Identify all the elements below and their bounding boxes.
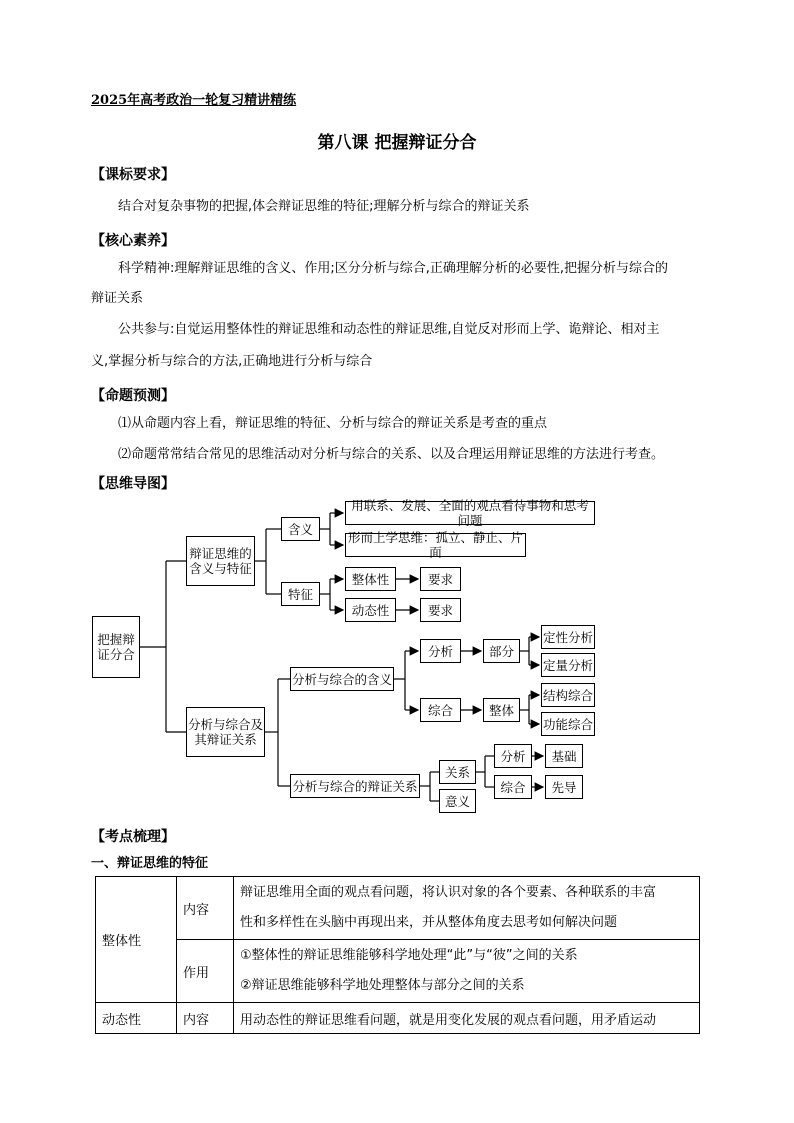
node-jiegou: 结构综合 [541, 683, 595, 707]
table-row [96, 1003, 700, 1034]
effect-line-2: ②辩证思维能够科学地处理整体与部分之间的关系 [240, 978, 525, 993]
standard-heading: 【课标要求】 [91, 167, 175, 183]
kaodian-sub-1: 一、辩证思维的特征 [91, 856, 209, 871]
row-label-zhengti: 整体性 [96, 877, 177, 1003]
cell-content-label: 内容 [177, 877, 234, 940]
node-zhengti-2: 整体 [483, 698, 520, 722]
node-meaning: 分析与综合的含义 [290, 667, 394, 691]
node-hanyi: 含义 [281, 517, 320, 541]
table-row [96, 877, 700, 940]
branch-analysis-synthesis [186, 707, 265, 757]
branch2-line-1: 分析与综合及 [187, 717, 263, 732]
mindmap-heading: 【思维导图】 [91, 476, 175, 492]
branch-dialectical-thinking [186, 536, 255, 586]
literacy-p2-line2: 义,掌握分析与综合的方法,正确地进行分析与综合 [91, 354, 373, 369]
node-zonghe: 综合 [420, 698, 461, 722]
kaodian-heading: 【考点梳理】 [91, 829, 175, 845]
literacy-p2-line1: 公共参与:自觉运用整体性的辩证思维和动态性的辩证思维,自觉反对形而上学、诡辩论、相对主 [118, 322, 660, 337]
node-yaoqiu-1: 要求 [420, 567, 461, 591]
mindmap-root [92, 616, 140, 678]
root-line-2: 证分合 [97, 647, 135, 662]
cell-effect-label: 作用 [177, 940, 234, 1003]
branch1-line-2: 含义与特征 [189, 561, 252, 576]
node-zonghe-2: 综合 [494, 775, 532, 799]
zhengti-content-line-1: 辩证思维用全面的观点看问题，将认识对象的各个要素、各种联系的丰富 [240, 885, 657, 900]
node-hanyi-a: 用联系、发展、全面的观点看待事物和思考问题 [345, 501, 595, 525]
prediction-item-1: ⑴从命题内容上看，辩证思维的特征、分析与综合的辩证关系是考查的重点 [118, 416, 548, 431]
node-dongtai: 动态性 [345, 598, 396, 622]
cell-dongtai-content-label: 内容 [177, 1003, 234, 1034]
lesson-title: 第八课 把握辩证分合 [317, 133, 477, 153]
branch2-line-2: 其辩证关系 [194, 732, 257, 747]
node-bufen: 部分 [483, 639, 520, 663]
cell-dongtai-content: 用动态性的辩证思维看问题，就是用变化发展的观点看问题，用矛盾运动 [234, 1003, 700, 1034]
table-row [96, 940, 700, 1003]
standard-text: 结合对复杂事物的把握,体会辩证思维的特征;理解分析与综合的辩证关系 [118, 199, 530, 214]
cell-zhengti-effect [234, 940, 700, 1003]
prediction-heading: 【命题预测】 [91, 388, 175, 404]
prediction-item-2: ⑵命题常常结合常见的思维活动对分析与综合的关系、以及合理运用辩证思维的方法进行考查。 [118, 447, 665, 462]
root-line-1: 把握辩 [97, 632, 135, 647]
row-label-dongtai: 动态性 [96, 1003, 177, 1034]
literacy-p1-line1: 科学精神:理解辩证思维的含义、作用;区分分析与综合,正确理解分析的必要性,把握分析与综合的 [118, 261, 669, 276]
node-dingliang: 定量分析 [541, 653, 595, 677]
series-title: 2025年高考政治一轮复习精讲精练 [91, 93, 297, 108]
node-jichu: 基础 [545, 744, 583, 768]
zhengti-content-line-2: 性和多样性在头脑中再现出来，并从整体角度去思考如何解决问题 [240, 915, 618, 930]
node-yiyi: 意义 [439, 789, 476, 813]
node-zhengti: 整体性 [345, 567, 396, 591]
literacy-heading: 【核心素养】 [91, 233, 175, 249]
node-yaoqiu-2: 要求 [420, 598, 461, 622]
feature-table [95, 876, 700, 1034]
node-hanyi-b: 形而上学思维：孤立、静止、片面 [345, 533, 526, 557]
literacy-p1-line2: 辩证关系 [91, 291, 144, 306]
node-dingxing: 定性分析 [541, 625, 595, 649]
branch1-line-1: 辩证思维的 [189, 546, 252, 561]
node-guanxi: 关系 [439, 760, 476, 784]
cell-zhengti-content [234, 877, 700, 940]
node-gongneng: 功能综合 [541, 712, 595, 736]
effect-line-1: ①整体性的辩证思维能够科学地处理“此”与“彼”之间的关系 [240, 948, 578, 963]
node-relation: 分析与综合的辩证关系 [290, 774, 420, 798]
node-fenxi-2: 分析 [494, 744, 532, 768]
node-xiandao: 先导 [545, 775, 583, 799]
node-tezheng: 特征 [281, 582, 320, 606]
node-fenxi: 分析 [420, 639, 461, 663]
